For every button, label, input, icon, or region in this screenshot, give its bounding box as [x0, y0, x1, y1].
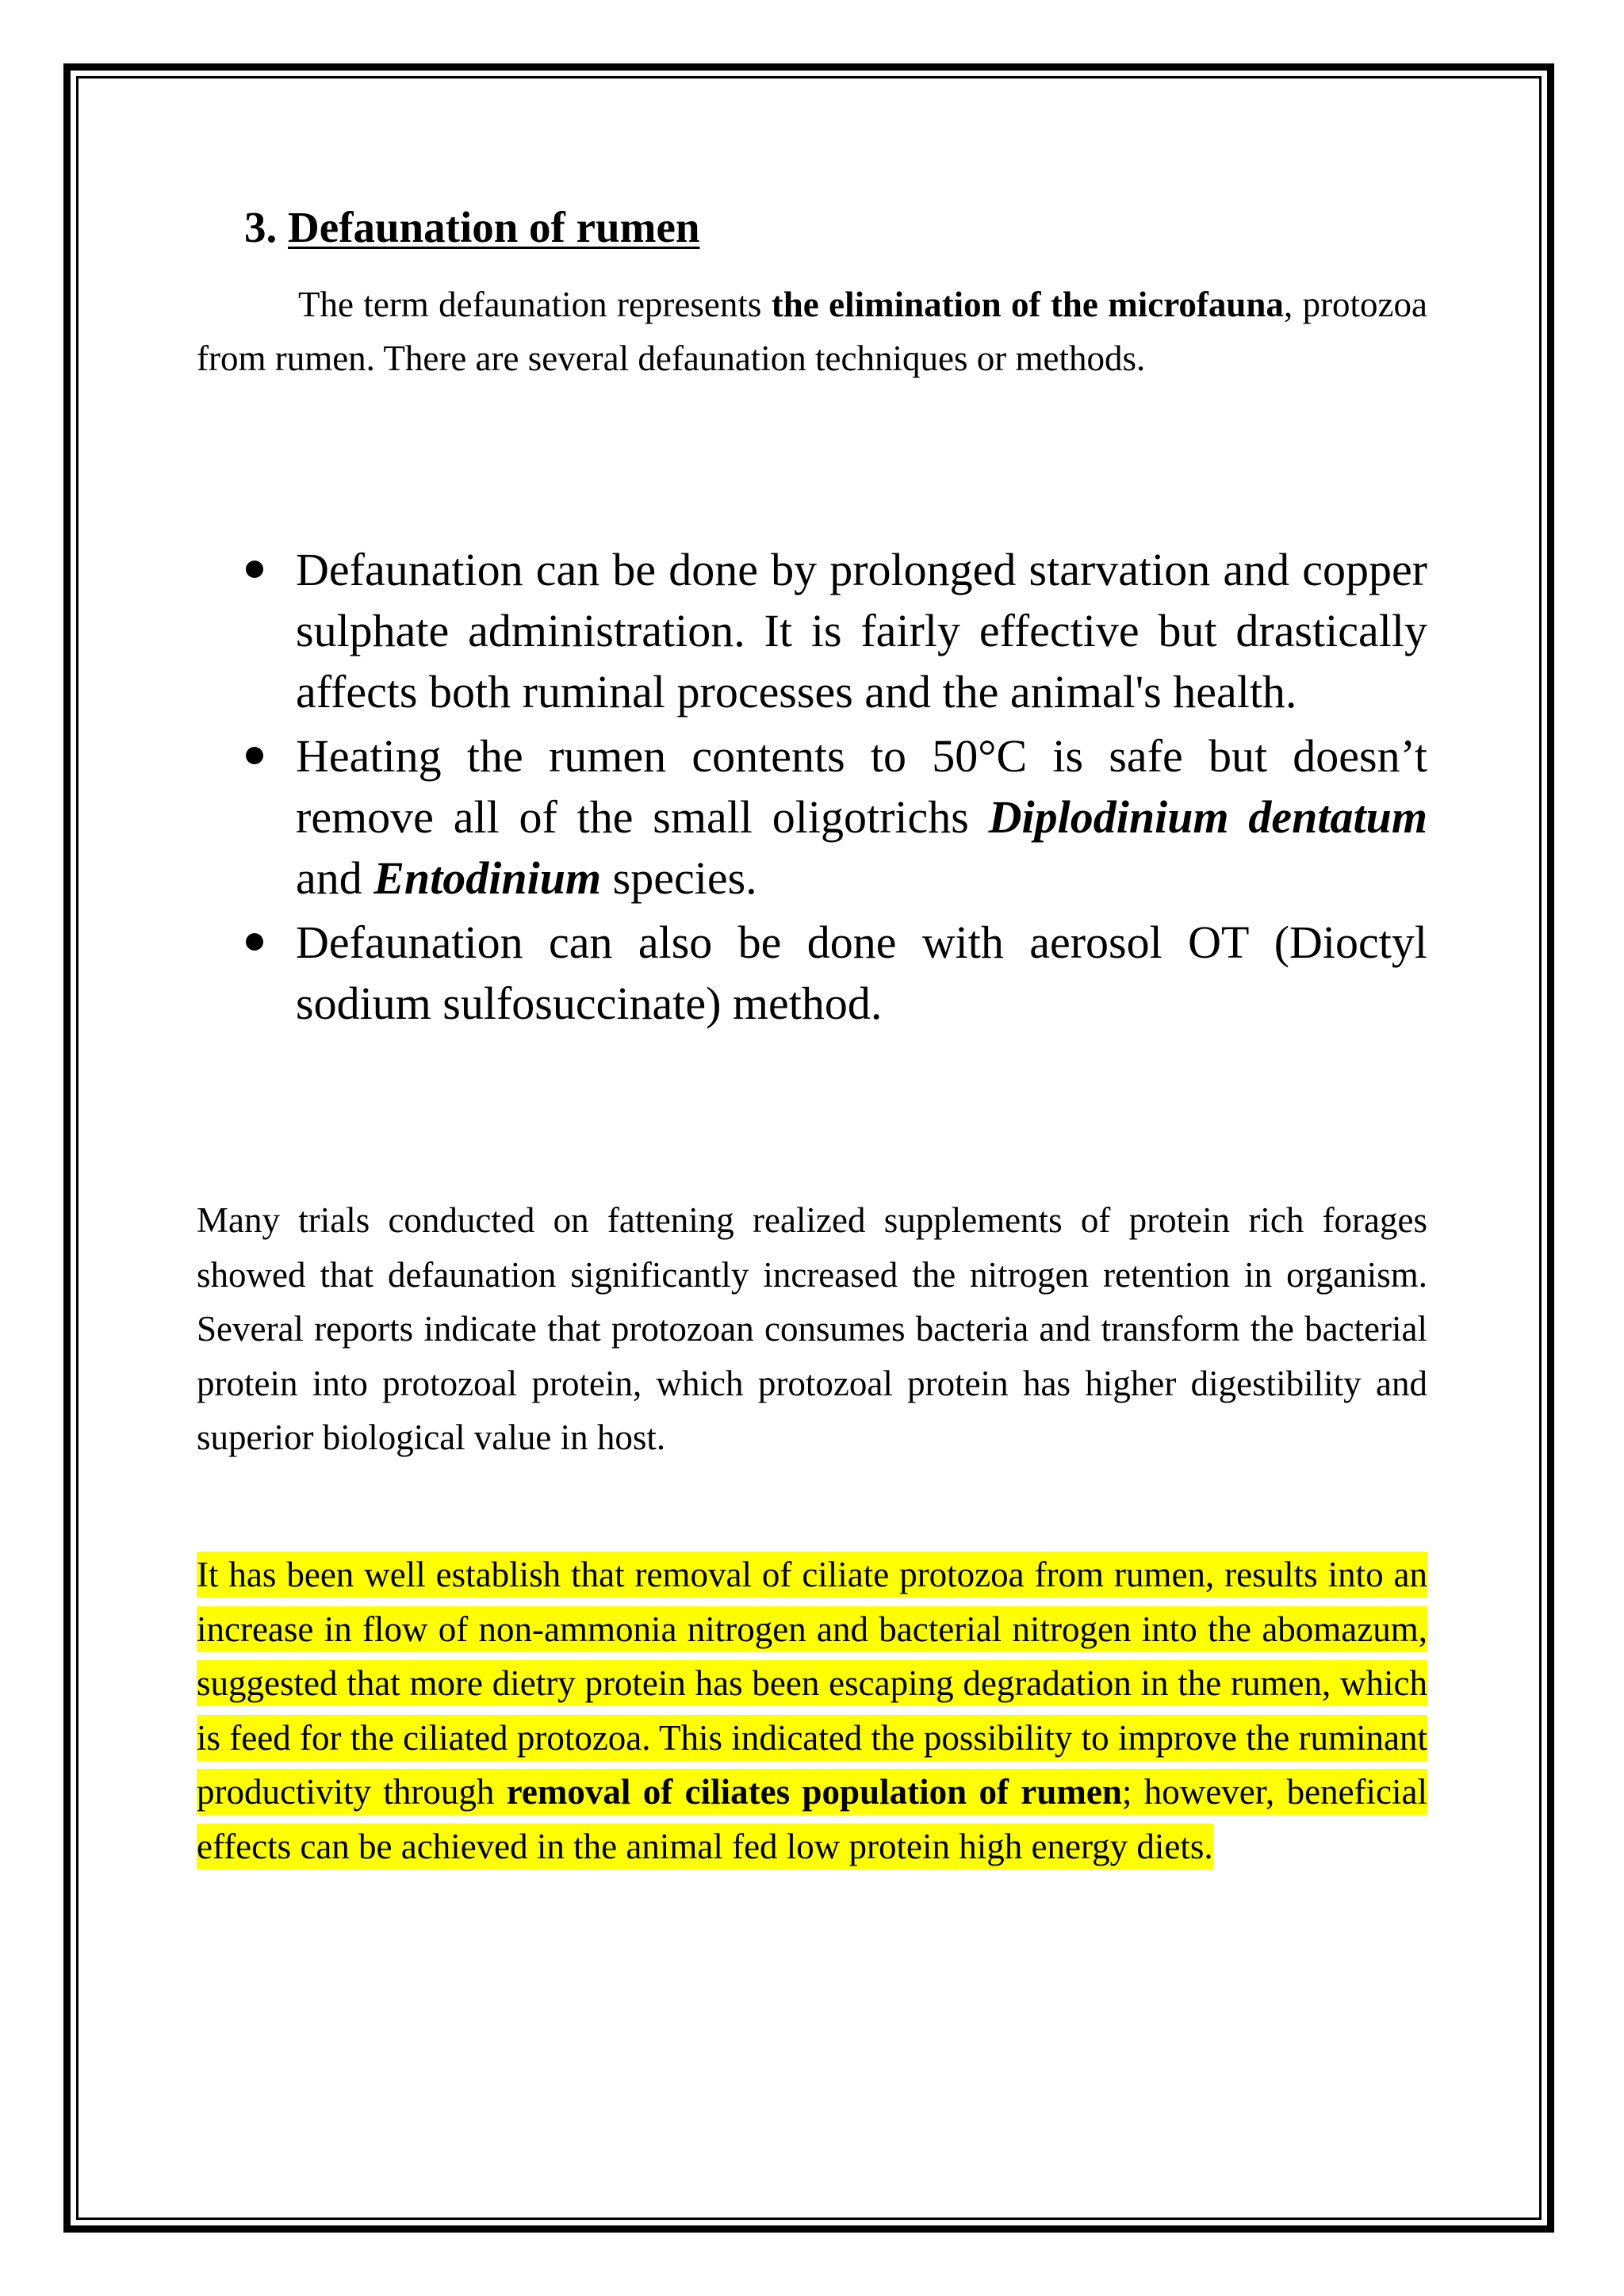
bullet-text: and — [296, 852, 374, 904]
bullet-icon — [246, 933, 263, 951]
species-name: Diplodinium dentatum — [988, 791, 1427, 843]
bullet-icon — [246, 561, 263, 578]
list-item — [197, 912, 1427, 1034]
list-item — [197, 725, 1427, 909]
section-title: Defaunation of rumen — [288, 203, 700, 251]
intro-text-1: The term defaunation represents — [298, 285, 772, 324]
highlight-text-2: ; however, beneficial effects can be achieved in the animal fed low protein high energy diets. — [197, 1769, 1427, 1869]
highlight-bold-term: removal of ciliates population of rumen — [507, 1769, 1122, 1815]
bullet-text: Heating the rumen contents to 50°C is safe but doesn’t remove all of the small oligotrichs — [296, 730, 1427, 843]
intro-paragraph — [197, 277, 1427, 385]
bullet-text: Defaunation can also be done with aerosol OT (Dioctyl sodium sulfosuccinate) method. — [296, 916, 1427, 1029]
page-border-inner — [76, 76, 1542, 2220]
species-name: Entodinium — [373, 852, 602, 904]
list-item — [197, 539, 1427, 722]
section-number: 3. — [244, 203, 278, 251]
highlight-text-1: It has been well establish that removal of ciliate protozoa from rumen, results into an increase in flow of non-ammonia nitrogen and bacterial nitrogen into the abomazum, suggested that more dietry protein has been escaping degradation in the rumen, which is feed for the ciliated protozoa. This indicated the possibility to improve the ruminant productivity through — [197, 1552, 1427, 1815]
bullet-icon — [246, 747, 263, 764]
intro-text-2: , protozoa from rumen. There are several defaunation techniques or methods. — [197, 285, 1428, 378]
method-list — [197, 539, 1427, 1037]
intro-bold-term: the elimination of the microfauna — [771, 285, 1284, 324]
bullet-text: species. — [601, 852, 757, 904]
section-heading — [244, 200, 699, 255]
bullet-text: Defaunation can be done by prolonged starvation and copper sulphate administration. It is fairly effective but drastically affects both ruminal processes and the animal's health. — [296, 544, 1427, 718]
highlighted-paragraph — [197, 1548, 1427, 1873]
body-paragraph: Many trials conducted on fattening realized supplements of protein rich forages showed that defaunation significantly increased the nitrogen retention in organism. Several reports indicate that protozoan consumes bacteria and transform the bacterial protein into protozoal protein, which protozoal protein has higher digestibility and superior biological value in host. — [197, 1200, 1427, 1457]
